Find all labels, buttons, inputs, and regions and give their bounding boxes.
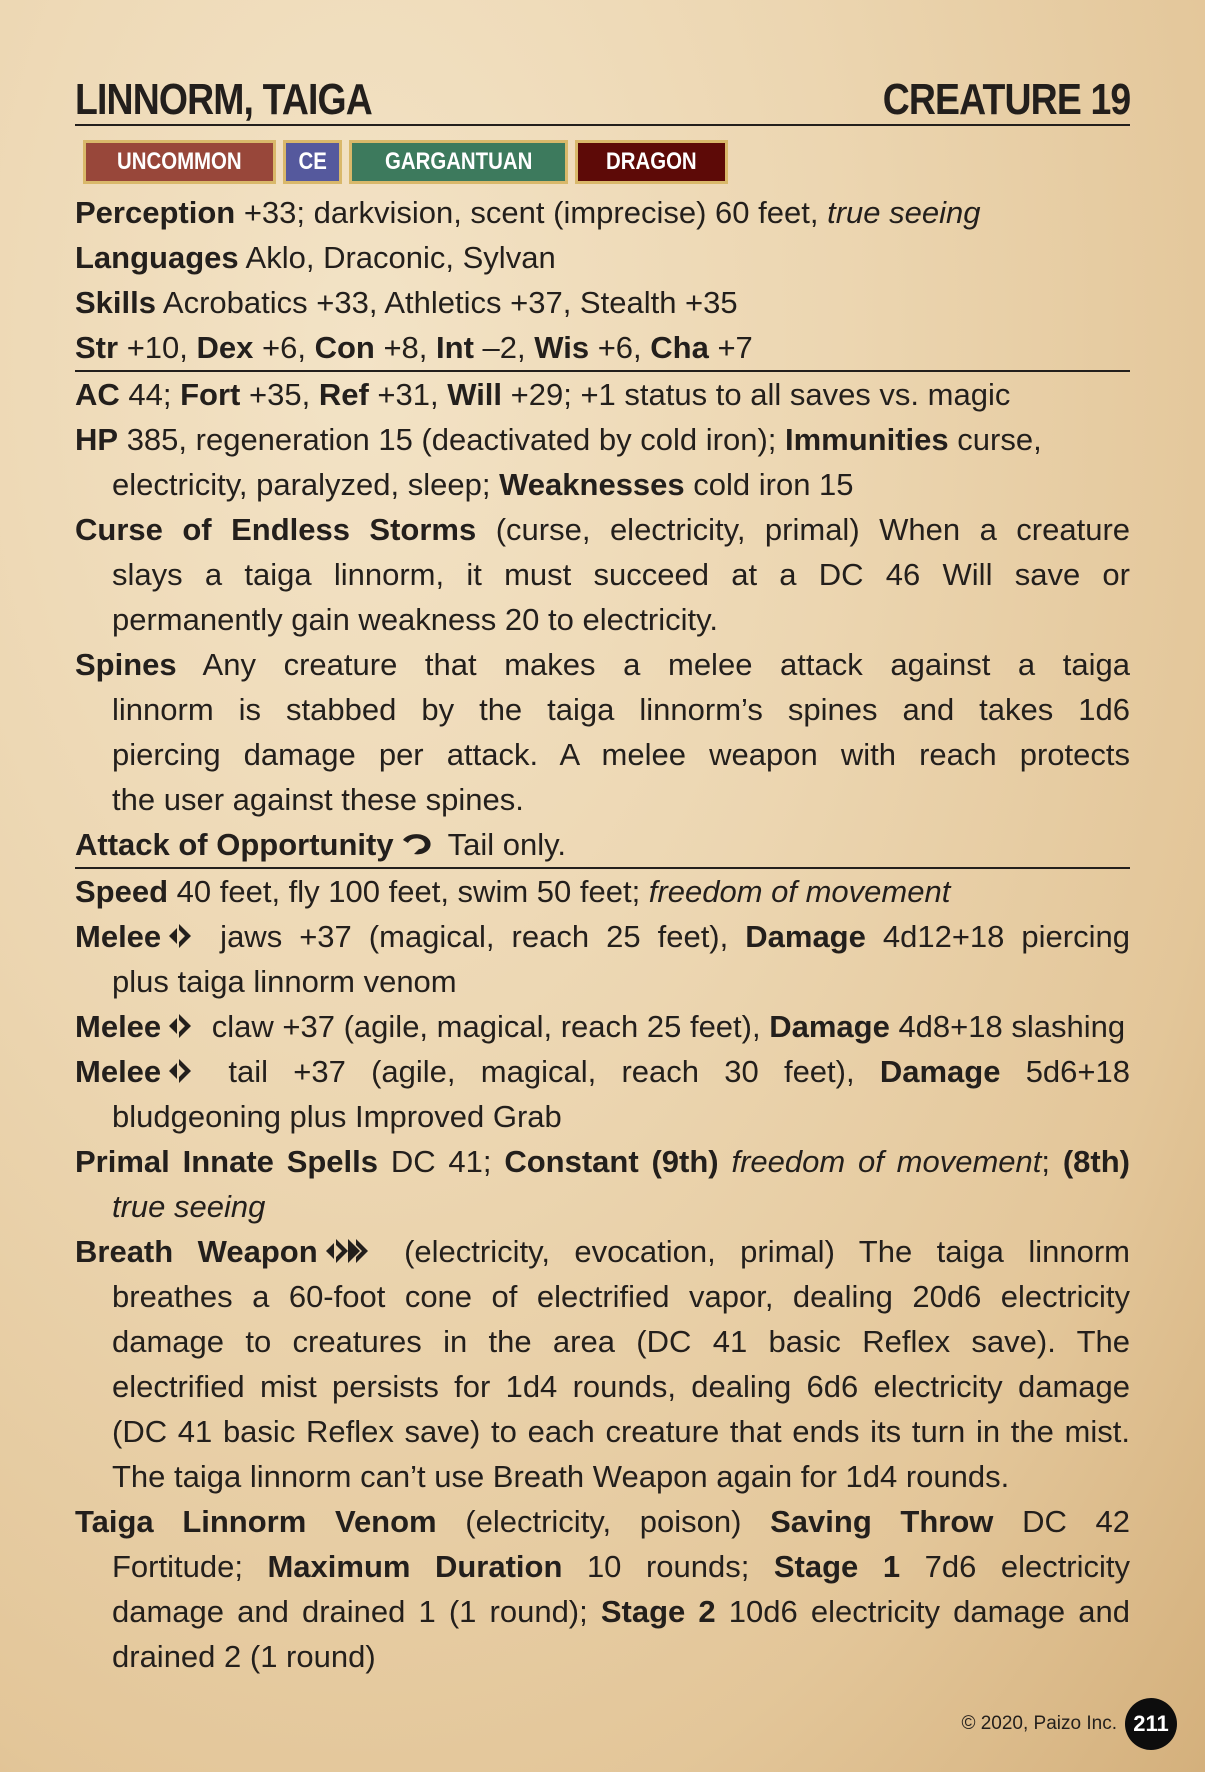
melee-jaws-line: Melee jaws +37 (magical, reach 25 feet), Damage 4d12+18 piercing bbox=[75, 919, 1130, 954]
trait-uncommon: UNCOMMON bbox=[83, 140, 276, 184]
trait-list bbox=[83, 140, 1130, 184]
curse-line-3: permanently gain weakness 20 to electricity. bbox=[112, 602, 718, 637]
page-number: 211 bbox=[1125, 1698, 1177, 1750]
venom-line-1: Taiga Linnorm Venom (electricity, poison) Saving Throw DC 42 bbox=[75, 1504, 1131, 1539]
venom-line-2: Fortitude; Maximum Duration 10 rounds; Stage 1 7d6 electricity bbox=[112, 1549, 1131, 1584]
single-action-icon bbox=[167, 922, 197, 950]
title-row bbox=[75, 70, 1130, 126]
breath-line-2: breathes a 60-foot cone of electrified vapor, dealing 20d6 electricity bbox=[112, 1279, 1130, 1314]
creature-level: CREATURE 19 bbox=[882, 75, 1130, 124]
spines-line-1: Spines Any creature that makes a melee attack against a taiga bbox=[75, 647, 1130, 682]
single-action-icon bbox=[167, 1057, 197, 1085]
hp-line-2: electricity, paralyzed, sleep; Weaknesses cold iron 15 bbox=[112, 467, 854, 502]
languages-line: Languages Aklo, Draconic, Sylvan bbox=[75, 240, 556, 275]
breath-line-6: The taiga linnorm can’t use Breath Weapon again for 1d4 rounds. bbox=[112, 1459, 1010, 1494]
breath-line-5: (DC 41 basic Reflex save) to each creature that ends its turn in the mist. bbox=[112, 1414, 1130, 1449]
reaction-icon bbox=[400, 832, 434, 858]
single-action-icon bbox=[167, 1012, 197, 1040]
curse-line-1: Curse of Endless Storms (curse, electricity, primal) When a creature bbox=[75, 512, 1131, 547]
melee-tail-line-2: bludgeoning plus Improved Grab bbox=[112, 1099, 562, 1134]
melee-jaws-line-2: plus taiga linnorm venom bbox=[112, 964, 457, 999]
ability-scores-line: Str +10, Dex +6, Con +8, Int –2, Wis +6, Cha +7 bbox=[75, 330, 753, 365]
curse-line-2: slays a taiga linnorm, it must succeed at a DC 46 Will save or bbox=[112, 557, 1130, 592]
two-actions-icon bbox=[324, 1237, 374, 1265]
perception-line: Perception +33; darkvision, scent (imprecise) 60 feet, true seeing bbox=[75, 195, 981, 230]
creature-name: LINNORM, TAIGA bbox=[75, 75, 372, 124]
skills-line: Skills Acrobatics +33, Athletics +37, Stealth +35 bbox=[75, 285, 738, 320]
spines-line-2: linnorm is stabbed by the taiga linnorm’s spines and takes 1d6 bbox=[112, 692, 1130, 727]
stat-block bbox=[75, 70, 1130, 1679]
trait-size: GARGANTUAN bbox=[349, 140, 568, 184]
venom-line-3: damage and drained 1 (1 round); Stage 2 10d6 electricity damage and bbox=[112, 1594, 1130, 1629]
hp-line: HP 385, regeneration 15 (deactivated by cold iron); Immunities curse, bbox=[75, 422, 1042, 457]
aoo-line: Attack of Opportunity Tail only. bbox=[75, 827, 566, 862]
speed-line: Speed 40 feet, fly 100 feet, swim 50 feet; freedom of movement bbox=[75, 867, 1130, 914]
spells-line: Primal Innate Spells DC 41; Constant (9th) freedom of movement; (8th) bbox=[75, 1144, 1130, 1179]
venom-line-4: drained 2 (1 round) bbox=[112, 1639, 376, 1674]
defense-line: AC 44; Fort +35, Ref +31, Will +29; +1 status to all saves vs. magic bbox=[75, 370, 1130, 417]
copyright: © 2020, Paizo Inc. bbox=[961, 1713, 1117, 1734]
melee-tail-line: Melee tail +37 (agile, magical, reach 30 feet), Damage 5d6+18 bbox=[75, 1054, 1130, 1089]
breath-line-3: damage to creatures in the area (DC 41 basic Reflex save). The bbox=[112, 1324, 1130, 1359]
spines-line-4: the user against these spines. bbox=[112, 782, 524, 817]
trait-dragon: DRAGON bbox=[575, 140, 728, 184]
trait-alignment: CE bbox=[283, 140, 342, 184]
breath-line-1: Breath Weapon (electricity, evocation, primal) The taiga linnorm bbox=[75, 1234, 1130, 1269]
page-footer bbox=[961, 1698, 1177, 1750]
breath-line-4: electrified mist persists for 1d4 rounds, dealing 6d6 electricity damage bbox=[112, 1369, 1130, 1404]
melee-claw-line: Melee claw +37 (agile, magical, reach 25 feet), Damage 4d8+18 slashing bbox=[75, 1009, 1126, 1044]
spines-line-3: piercing damage per attack. A melee weapon with reach protects bbox=[112, 737, 1130, 772]
spells-line-2: true seeing bbox=[112, 1189, 266, 1224]
